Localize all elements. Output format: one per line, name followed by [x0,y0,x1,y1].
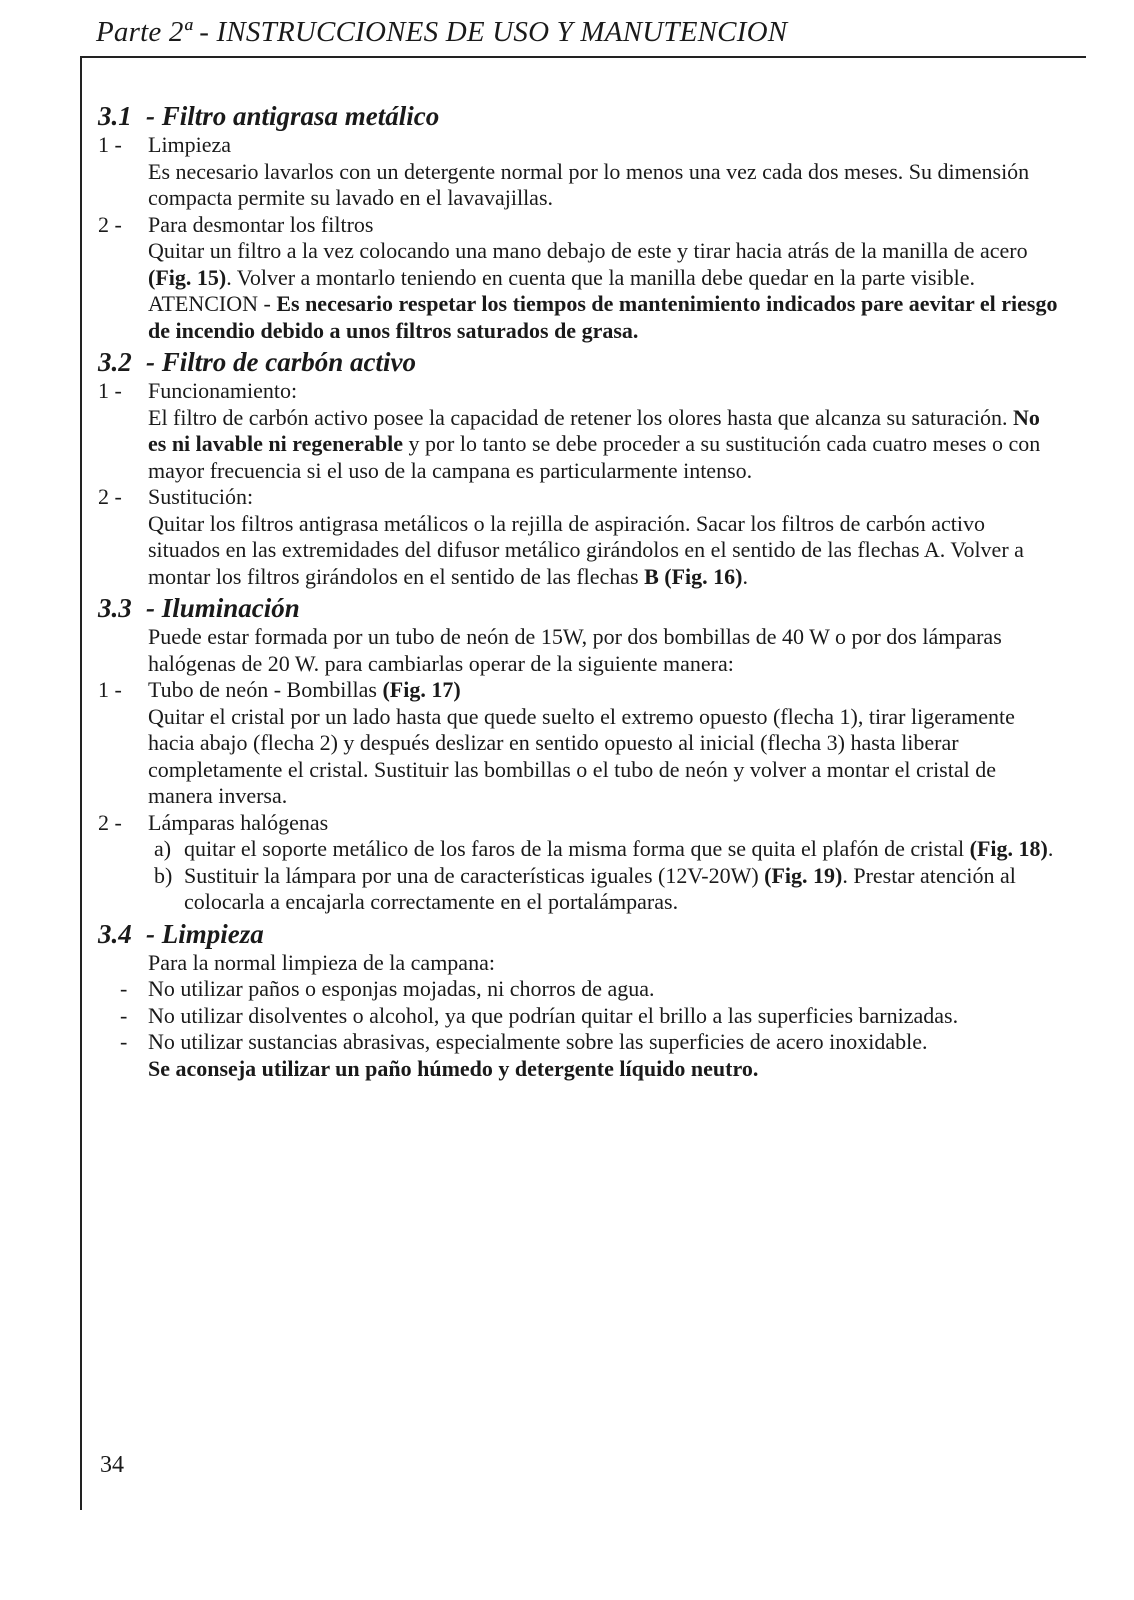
item-number: 1 - [98,677,122,702]
section-title [98,918,1058,950]
section-number: 3.2 [98,347,132,377]
margin-rule [80,56,82,1510]
section-number: 3.1 [98,101,132,131]
section-3-2 [98,346,1058,590]
list-item [98,976,1058,1003]
section-intro: Para la normal limpieza de la campana: [148,949,495,975]
list-item [98,810,1058,837]
list-item [98,484,1058,590]
sub-item [98,836,1058,863]
item-text [148,238,1058,344]
list-item [98,212,1058,345]
item-number: 1 - [98,378,122,403]
section-heading: - Filtro antigrasa metálico [146,101,440,131]
item-label: Funcionamiento: [148,378,298,403]
sub-item-letter: a) [154,836,172,861]
item-number: 2 - [98,809,122,835]
section-3-3 [98,592,1058,916]
section-3-1 [98,100,1058,344]
text-run: quitar el soporte metálico de los faros de la misma forma que se quita el plafón de cristal [184,836,970,861]
figure-ref: (Fig. 19) [764,862,843,888]
text-run: . [742,563,748,589]
item-label: Lámparas halógenas [148,809,329,835]
list-item [98,378,1058,484]
item-text: No utilizar paños o esponjas mojadas, ni chorros de agua. [148,976,655,1001]
warning-text: Es necesario respetar los tiempos de mantenimiento indicados pare aevitar el riesgo de incendio debido a unos filtros saturados de grasa. [148,291,1058,343]
final-advice [98,1056,1058,1083]
text-run: Tubo de neón - Bombillas [148,677,383,702]
list-item [98,132,1058,212]
section-heading: - Iluminación [146,593,300,623]
text-run: Quitar un filtro a la vez colocando una mano debajo de este y tirar hacia atrás de la manilla de acero [148,238,1028,263]
section-title [98,592,1058,624]
emphasis-text: No es ni lavable ni regenerable [148,404,1040,456]
header-rule [80,56,1086,58]
item-text: Quitar el cristal por un lado hasta que quede suelto el extremo opuesto (flecha 1), tirar ligeramente hacia abajo (flecha 2) y después deslizar en sentido opuesto al inicial (flecha 3) hasta liberar completamente el cristal. Sustituir las bombillas o el tubo de neón y volver a montar el cristal de manera inversa. [148,703,1015,808]
item-label: Sustitución: [148,484,254,509]
item-label: Para desmontar los filtros [148,211,374,237]
dash-bullet: - [120,1002,128,1028]
text-run: . [1047,836,1054,861]
sub-item [98,863,1058,916]
section-heading: - Filtro de carbón activo [146,347,416,377]
item-text [148,405,1058,485]
section-title [98,346,1058,378]
item-text [148,511,1058,591]
figure-ref: (Fig. 17) [382,677,461,702]
item-text: No utilizar sustancias abrasivas, especialmente sobre las superficies de acero inoxidable. [148,1029,928,1054]
bold-text: Se aconseja utilizar un paño húmedo y detergente líquido neutro. [148,1055,759,1081]
item-label: Limpieza [148,132,232,157]
item-text: No utilizar disolventes o alcohol, ya que podrían quitar el brillo a las superficies barnizadas. [148,1002,959,1028]
sub-item-text [184,836,1058,863]
figure-ref: (Fig. 15) [148,264,227,290]
section-3-4 [98,918,1058,1083]
list-item [98,1029,1058,1056]
figure-ref: B (Fig. 16) [644,563,743,589]
page-header: Parte 2ª - INSTRUCCIONES DE USO Y MANUTENCION [96,16,788,48]
dash-bullet: - [120,976,128,1001]
list-item [98,677,1058,810]
text-run: Sustituir la lámpara por una de características iguales (12V-20W) [184,862,765,888]
text-run: Quitar los filtros antigrasa metálicos o la rejilla de aspiración. Sacar los filtros de carbón activo situados en las extremidades del difusor metálico girándolos en el sentido de las flechas A. Volver a montar los filtros girándolos en el sentido de las flechas [148,510,1024,589]
text-run: y por lo tanto se debe proceder a su sustitución cada cuatro meses o con mayor frecuencia si el uso de la campana es particularmente intenso. [148,431,1041,483]
page-content [98,100,1058,1082]
text-run: . Volver a montarlo teniendo en cuenta que la manilla debe quedar en la parte visible. ATENCION - [148,264,975,316]
section-intro: Puede estar formada por un tubo de neón de 15W, por dos bombillas de 40 W o por dos lámparas halógenas de 20 W. para cambiarlas operar de la siguiente manera: [148,624,1002,676]
item-number: 2 - [98,211,122,237]
page-number: 34 [100,1452,124,1478]
section-number: 3.4 [98,918,132,949]
figure-ref: (Fig. 18) [969,836,1048,861]
text-run: El filtro de carbón activo posee la capacidad de retener los olores hasta que alcanza su saturación. [148,404,1013,430]
sub-item-text [184,863,1058,916]
item-number: 2 - [98,484,122,509]
section-heading: - Limpieza [146,918,264,949]
text-run: . Prestar atención al colocarla a encajarla correctamente en el portalámparas. [184,862,1016,914]
item-label [148,677,1058,704]
dash-bullet: - [120,1029,128,1054]
item-number: 1 - [98,132,122,157]
list-item [98,1003,1058,1030]
section-number: 3.3 [98,593,132,623]
sub-item-letter: b) [154,862,173,888]
item-text: Es necesario lavarlos con un detergente normal por lo menos una vez cada dos meses. Su dimensión compacta permite su lavado en el lavavajillas. [148,158,1030,210]
section-title [98,100,1058,132]
